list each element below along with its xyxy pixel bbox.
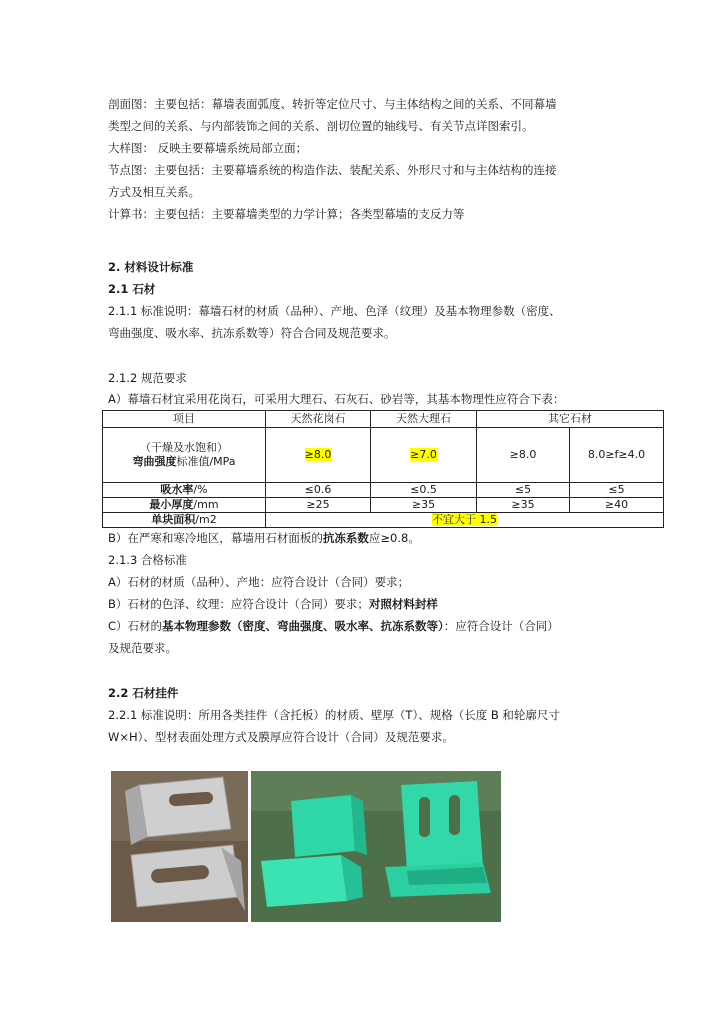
paragraph-2-1-1-a: 2.1.1 标准说明：幕墙石材的材质（品种）、产地、色泽（纹理）及基本物理参数（密度、 (108, 304, 561, 318)
paragraph-section-drawing-2: 类型之间的关系、与内部装饰之间的关系、剖切位置的轴线号、有关节点详图索引。 (108, 119, 534, 133)
table-cell-label (103, 513, 266, 528)
text-run: B）石材的色泽、纹理：应符合设计（合同）要求； (108, 597, 369, 611)
table-cell: ≤5 (570, 483, 664, 498)
table-cell: ≤0.5 (371, 483, 477, 498)
table-cell: ≥35 (477, 498, 570, 513)
paragraph-2-1-3: 2.1.3 合格标准 (108, 553, 187, 567)
table-cell: ≤0.6 (266, 483, 371, 498)
paragraph-calculation: 计算书：主要包括：主要幕墙类型的力学计算；各类型幕墙的支反力等 (108, 207, 465, 221)
subsection-heading-stone: 2.1 石材 (108, 282, 156, 296)
text-bold: 对照材料封样 (368, 597, 438, 611)
label-bold: 单块面积 (151, 513, 196, 526)
table-row (103, 513, 664, 528)
paragraph-2-2-1-a: 2.2.1 标准说明：所用各类挂件（含托板）的材质、壁厚（T）、规格（长度 B 和轮廓尺寸 (108, 708, 560, 722)
highlighted-value: ≥7.0 (410, 448, 437, 461)
paragraph-node-drawing-2: 方式及相互关系。 (108, 185, 200, 199)
paragraph-criteria-c-2: 及规范要求。 (108, 641, 177, 655)
table-cell: ≥8.0 (477, 428, 570, 483)
text-run: ：应符合设计（合同） (443, 619, 559, 633)
paragraph-node-drawing-1: 节点图：主要包括：主要幕墙系统的构造作法、装配关系、外形尺寸和与主体结构的连接 (108, 163, 557, 177)
photo-green-brackets (251, 771, 501, 922)
table-cell (266, 428, 371, 483)
label-line: （干燥及水饱和） (140, 441, 228, 454)
subsection-heading-hangers: 2.2 石材挂件 (108, 686, 179, 700)
label-rest: /m2 (195, 513, 217, 526)
stone-property-table (102, 410, 664, 528)
paragraph-2-1-2-a: A）幕墙石材宜采用花岗石，可采用大理石、石灰石、砂岩等，其基本物理性应符合下表： (108, 392, 565, 406)
photo-aluminum-brackets-drawing (111, 771, 248, 922)
table-cell (371, 428, 477, 483)
table-header: 天然大理石 (371, 411, 477, 428)
paragraph-criteria-c (108, 618, 559, 634)
table-cell-label (103, 483, 266, 498)
paragraph-2-2-1-b: W×H）、型材表面处理方式及膜厚应符合设计（合同）及规范要求。 (108, 730, 454, 744)
label-bold: 弯曲强度 (132, 455, 177, 468)
text-run: C）石材的 (108, 619, 163, 633)
table-cell-label (103, 498, 266, 513)
text-bold: 基本物理参数（密度、弯曲强度、吸水率、抗冻系数等） (162, 619, 444, 633)
text-run: B）在严寒和寒冷地区，幕墙用石材面板的 (108, 531, 323, 545)
table-cell: ≥40 (570, 498, 664, 513)
photo-green-brackets-drawing (251, 771, 501, 922)
table-cell: ≤5 (477, 483, 570, 498)
table-cell: ≥25 (266, 498, 371, 513)
text-run: 应≥0.8。 (368, 531, 420, 545)
highlighted-value: 不宜大于 1.5 (432, 513, 497, 526)
table-cell-label (103, 428, 266, 483)
label-rest: 标准值/MPa (176, 455, 236, 468)
label-rest: /% (193, 483, 208, 496)
table-row (103, 483, 664, 498)
text-bold: 抗冻系数 (322, 531, 369, 545)
paragraph-criteria-a: A）石材的材质（品种）、产地：应符合设计（合同）要求； (108, 575, 410, 589)
table-row (103, 428, 664, 483)
table-header-row (103, 411, 664, 428)
table-header: 天然花岗石 (266, 411, 371, 428)
paragraph-section-drawing-1: 剖面图：主要包括：幕墙表面弧度、转折等定位尺寸、与主体结构之间的关系、不同幕墙 (108, 97, 557, 111)
photo-aluminum-brackets (111, 771, 248, 922)
label-bold: 最小厚度 (149, 498, 194, 511)
table-cell: ≥35 (371, 498, 477, 513)
section-heading-materials: 2. 材料设计标准 (108, 260, 194, 274)
highlighted-value: ≥8.0 (304, 448, 332, 461)
table-cell: 8.0≥f≥4.0 (570, 428, 664, 483)
paragraph-2-1-1-b: 弯曲强度、吸水率、抗冻系数等）符合合同及规范要求。 (108, 326, 396, 340)
label-line (103, 455, 265, 469)
paragraph-2-1-2: 2.1.2 规范要求 (108, 371, 187, 385)
table-header: 其它石材 (477, 411, 664, 428)
paragraph-frost-resistance (108, 530, 420, 546)
paragraph-criteria-b (108, 596, 438, 612)
table-header: 项目 (103, 411, 266, 428)
table-cell (266, 513, 664, 528)
paragraph-detail-drawing: 大样图： 反映主要幕墙系统局部立面； (108, 141, 308, 155)
table-row (103, 498, 664, 513)
label-rest: /mm (193, 498, 219, 511)
label-bold: 吸水率 (160, 483, 194, 496)
